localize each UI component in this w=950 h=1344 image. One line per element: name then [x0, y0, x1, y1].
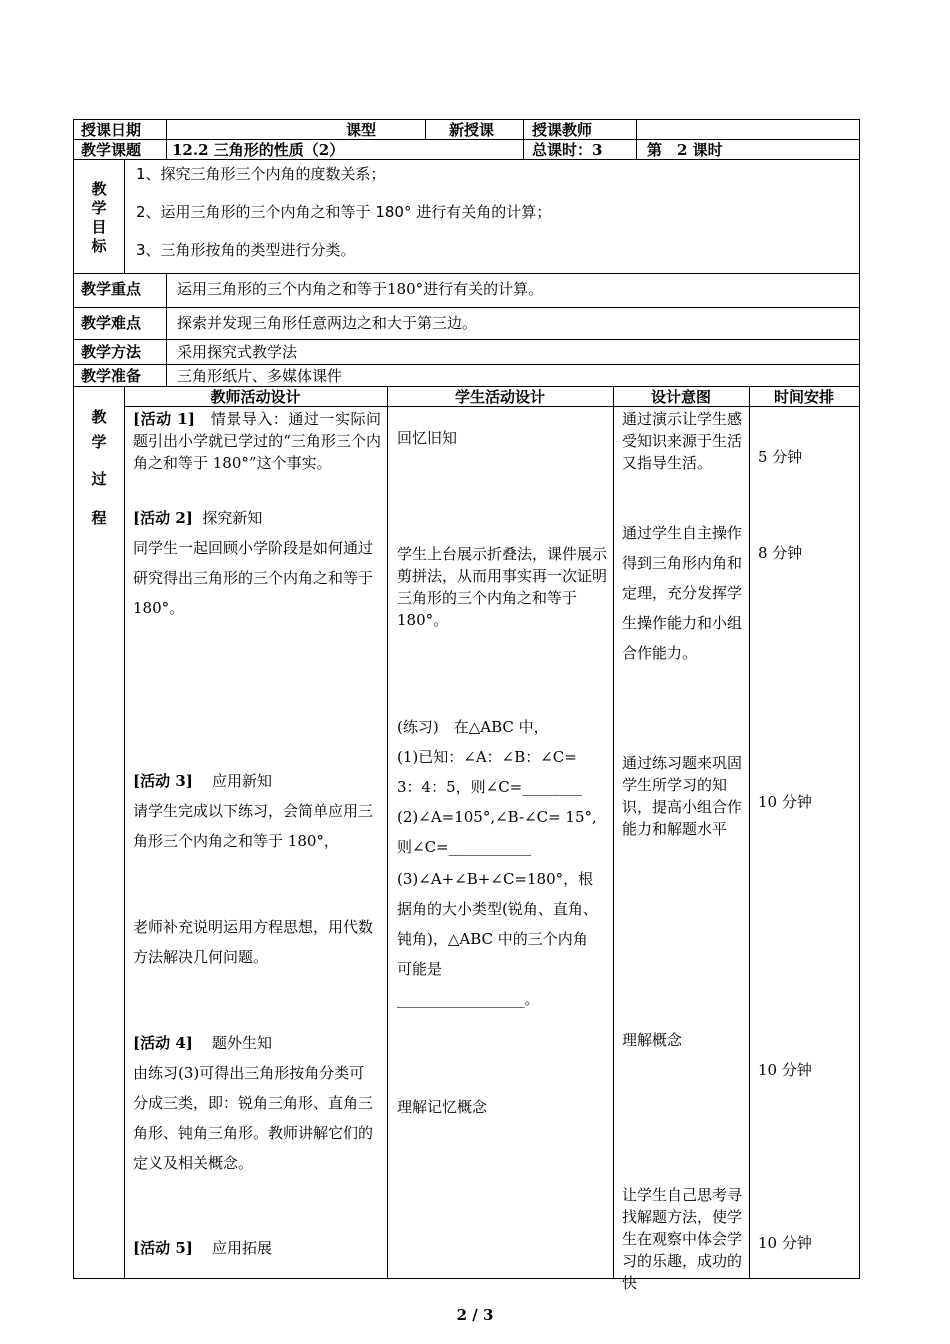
activity-5-title: [活动 5] — [133, 1239, 193, 1257]
key-value: 运用三角形的三个内角之和等于180°进行有关的计算。 — [177, 280, 544, 298]
activity-4-title: [活动 4] — [133, 1034, 193, 1052]
objectives-label-char: 标 — [91, 237, 107, 255]
activity-2-text: 同学生一起回顾小学阶段是如何通过研究得出三角形的三个内角之和等于 180°。 — [133, 539, 374, 617]
activity-3-heading — [133, 770, 381, 792]
method-value: 采用探究式教学法 — [177, 343, 298, 361]
header-teacher: 教师活动设计 — [210, 388, 301, 406]
intent-1: 通过演示让学生感受知识来源于生活又指导生活。 — [622, 410, 743, 472]
activity-5-heading — [133, 1237, 381, 1259]
activity-1-text: 情景导入：通过一实际问题引出小学就已学过的“三角形三个内角之和等于 180°”这个事实。 — [133, 410, 381, 472]
objectives-label-char: 目 — [91, 218, 107, 236]
time-1: 5 分钟 — [758, 448, 803, 466]
topic-label: 教学课题 — [81, 141, 142, 159]
teacher-label: 授课教师 — [532, 121, 593, 139]
activity-1 — [133, 408, 381, 474]
activity-2-heading — [133, 507, 381, 529]
objectives-label-char: 教 — [91, 180, 107, 198]
activity-2-title: [活动 2] — [133, 509, 193, 527]
activity-5-head: 应用拓展 — [211, 1239, 272, 1257]
intent-3: 通过练习题来巩固学生所学习的知识，提高小组合作能力和解题水平 — [622, 754, 743, 838]
student-activity-4: 理解记忆概念 — [397, 1098, 488, 1116]
exercise-title: (练习) 在△ABC 中， — [397, 718, 549, 736]
exercise-2: (2)∠A=105°,∠B-∠C= 15°,则∠C=___________ — [397, 808, 597, 856]
exercise-3-blank: _________________。 — [397, 990, 540, 1008]
lesson-number: 第 2 课时 — [647, 141, 723, 159]
topic-value: 12.2 三角形的性质（2） — [172, 141, 345, 159]
prep-value: 三角形纸片、多媒体课件 — [177, 367, 343, 385]
intent-4: 理解概念 — [622, 1031, 683, 1049]
student-activity-1: 回忆旧知 — [397, 429, 458, 447]
objective-item: 1、探究三角形三个内角的度数关系； — [136, 165, 386, 183]
type-value: 新授课 — [449, 121, 495, 139]
difficulty-value: 探索并发现三角形任意两边之和大于第三边。 — [177, 314, 478, 332]
difficulty-label: 教学难点 — [81, 314, 142, 332]
student-activity-2: 学生上台展示折叠法，课件展示剪拼法，从而用事实再一次证明三角形的三个内角之和等于 180°。 — [397, 545, 608, 629]
type-label: 课型 — [346, 121, 377, 139]
intent-2: 通过学生自主操作得到三角形内角和定理，充分发挥学生操作能力和小组合作能力。 — [622, 524, 743, 662]
activity-4-heading — [133, 1032, 381, 1054]
key-label: 教学重点 — [81, 280, 142, 298]
header-student: 学生活动设计 — [454, 388, 545, 406]
objective-item: 3、三角形按角的类型进行分类。 — [136, 241, 356, 259]
exercise-3: (3)∠A+∠B+∠C=180°，根据角的大小类型(锐角、直角、钝角)，△ABC 中的三个内角可能是 — [397, 870, 598, 978]
exercise-1: (1)已知：∠A：∠B：∠C= 3：4：5，则∠C=________ — [397, 748, 583, 796]
process-label-char: 教 — [91, 408, 107, 426]
objectives-label-char: 学 — [91, 199, 107, 217]
total-hours: 总课时：3 — [532, 141, 603, 159]
activity-3-title: [活动 3] — [133, 772, 193, 790]
activity-4-text: 由练习(3)可得出三角形按角分类可分成三类，即：锐角三角形、直角三角形、钝角三角形。教师讲解它们的定义及相关概念。 — [133, 1064, 374, 1172]
date-label: 授课日期 — [81, 121, 142, 139]
header-time: 时间安排 — [773, 388, 834, 406]
objective-item: 2、运用三角形的三个内角之和等于 180° 进行有关角的计算； — [136, 203, 552, 221]
prep-label: 教学准备 — [81, 367, 142, 385]
time-2: 8 分钟 — [758, 544, 803, 562]
page-number: 2 / 3 — [456, 1306, 494, 1324]
time-4: 10 分钟 — [758, 1061, 812, 1079]
time-5: 10 分钟 — [758, 1234, 812, 1252]
method-label: 教学方法 — [81, 343, 142, 361]
header-intent: 设计意图 — [650, 388, 711, 406]
activity-1-title: [活动 1] — [133, 410, 195, 428]
time-3: 10 分钟 — [758, 793, 812, 811]
process-label-char: 程 — [91, 509, 107, 527]
process-label-char: 学 — [91, 433, 107, 451]
activity-3-head: 应用新知 — [211, 772, 272, 790]
intent-5: 让学生自己思考寻找解题方法，使学生在观察中体会学习的乐趣，成功的快 — [622, 1186, 743, 1292]
process-label-char: 过 — [91, 470, 107, 488]
activity-4-head: 题外生知 — [211, 1034, 272, 1052]
activity-3-text2: 老师补充说明运用方程思想，用代数方法解决几何问题。 — [133, 918, 374, 966]
activity-2-head: 探究新知 — [202, 509, 263, 527]
activity-3-text: 请学生完成以下练习，会简单应用三角形三个内角之和等于 180°， — [133, 802, 374, 850]
